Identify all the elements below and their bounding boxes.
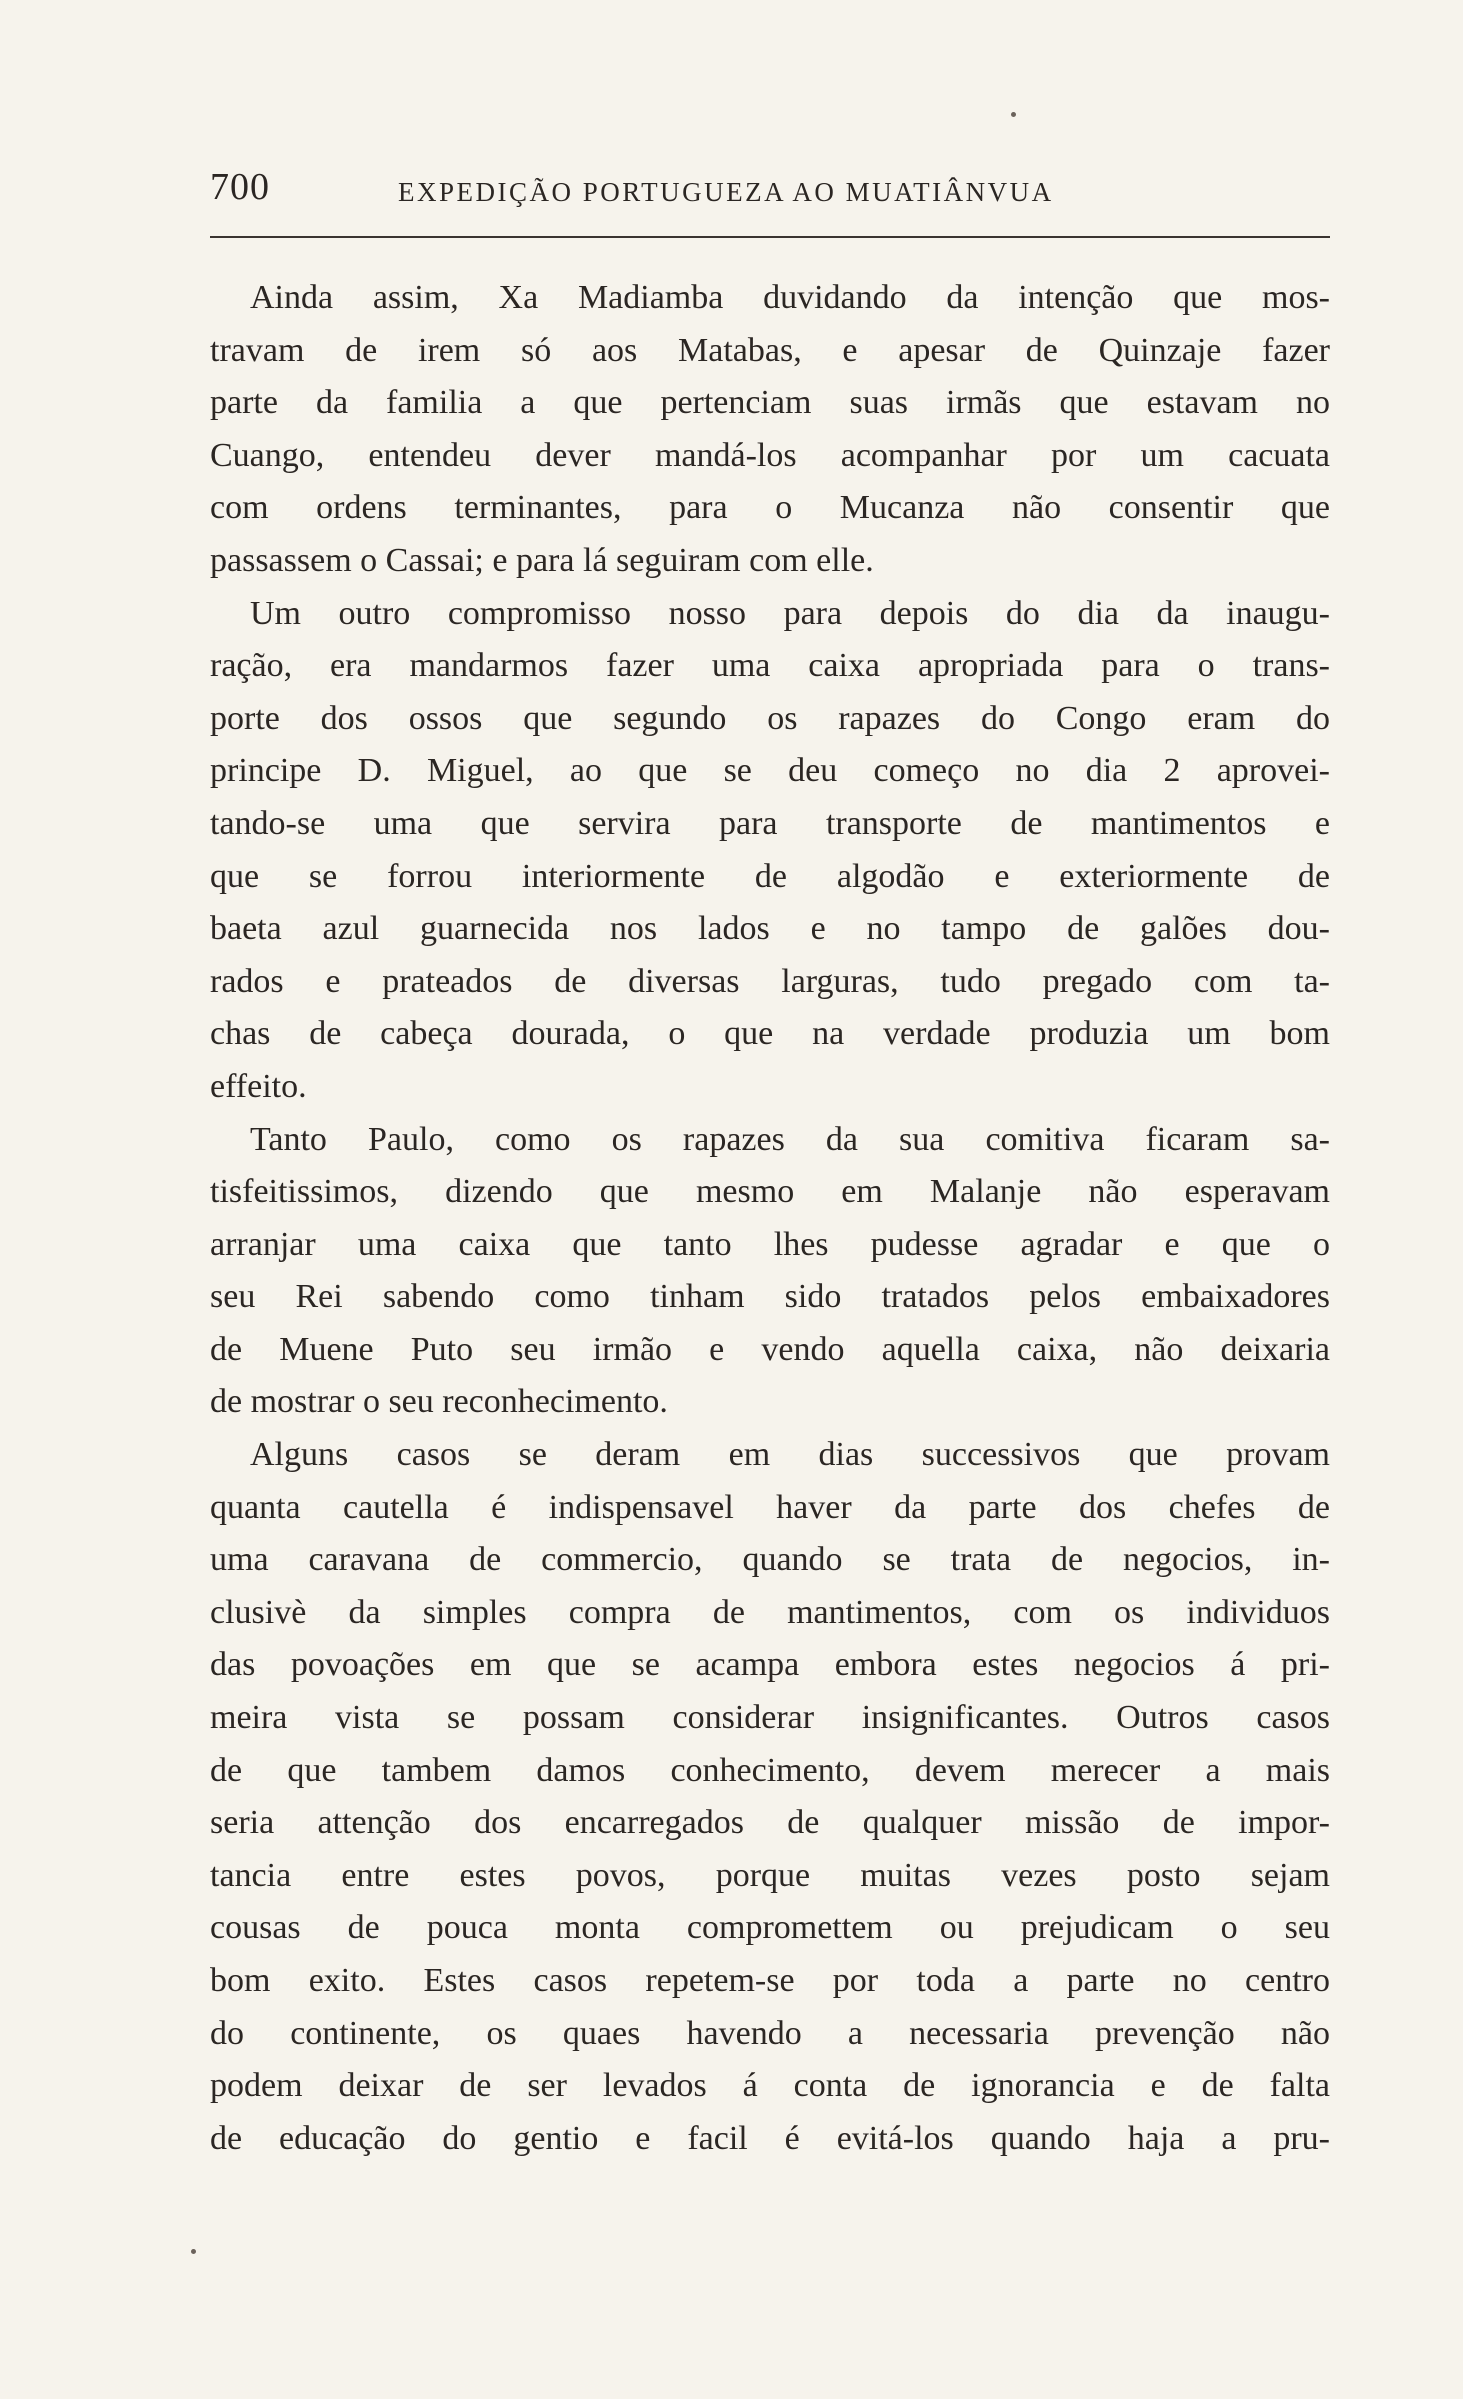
text-line: parte da familia a que pertenciam suas irmãs que estavam no bbox=[210, 384, 1330, 422]
text-line: de mostrar o seu reconhecimento. bbox=[210, 1383, 668, 1421]
text-line: Alguns casos se deram em dias successivos que provam bbox=[250, 1436, 1330, 1474]
text-line: quanta cautella é indispensavel haver da parte dos chefes de bbox=[210, 1488, 1330, 1526]
text-line: chas de cabeça dourada, o que na verdade produzia um bom bbox=[210, 1015, 1330, 1053]
text-line: do continente, os quaes havendo a necessaria prevenção não bbox=[210, 2014, 1330, 2052]
page-header bbox=[210, 165, 1330, 225]
print-speck bbox=[191, 2249, 196, 2254]
text-line: Um outro compromisso nosso para depois do dia da inaugu- bbox=[250, 594, 1330, 632]
text-line: ração, era mandarmos fazer uma caixa apropriada para o trans- bbox=[210, 647, 1330, 685]
text-line: cousas de pouca monta compromettem ou prejudicam o seu bbox=[210, 1909, 1330, 1947]
text-line: de Muene Puto seu irmão e vendo aquella caixa, não deixaria bbox=[210, 1330, 1330, 1368]
text-line: passassem o Cassai; e para lá seguiram com elle. bbox=[210, 541, 874, 579]
text-line: tancia entre estes povos, porque muitas vezes posto sejam bbox=[210, 1856, 1330, 1894]
running-title: EXPEDIÇÃO PORTUGUEZA AO MUATIÂNVUA bbox=[398, 177, 1054, 207]
text-line: uma caravana de commercio, quando se trata de negocios, in- bbox=[210, 1541, 1330, 1579]
text-line: seu Rei sabendo como tinham sido tratados pelos embaixadores bbox=[210, 1278, 1330, 1316]
text-line: travam de irem só aos Matabas, e apesar de Quinzaje fazer bbox=[210, 331, 1330, 369]
header-rule bbox=[210, 236, 1330, 238]
text-line: de educação do gentio e facil é evitá-los quando haja a pru- bbox=[210, 2119, 1330, 2157]
text-line: clusivè da simples compra de mantimentos, com os individuos bbox=[210, 1593, 1330, 1631]
text-line: arranjar uma caixa que tanto lhes pudesse agradar e que o bbox=[210, 1225, 1330, 1263]
text-line: de que tambem damos conhecimento, devem merecer a mais bbox=[210, 1751, 1330, 1789]
text-line: principe D. Miguel, ao que se deu começo no dia 2 aprovei- bbox=[210, 752, 1330, 790]
print-speck bbox=[1011, 112, 1016, 117]
text-line: baeta azul guarnecida nos lados e no tampo de galões dou- bbox=[210, 910, 1330, 948]
page-number: 700 bbox=[210, 166, 270, 208]
text-line: tando-se uma que servira para transporte de mantimentos e bbox=[210, 804, 1330, 842]
text-line: Cuango, entendeu dever mandá-los acompanhar por um cacuata bbox=[210, 436, 1330, 474]
text-line: podem deixar de ser levados á conta de ignorancia e de falta bbox=[210, 2067, 1330, 2105]
text-line: meira vista se possam considerar insignificantes. Outros casos bbox=[210, 1699, 1330, 1737]
text-line: Tanto Paulo, como os rapazes da sua comitiva ficaram sa- bbox=[250, 1120, 1330, 1158]
text-line: effeito. bbox=[210, 1067, 307, 1105]
text-line: tisfeitissimos, dizendo que mesmo em Malanje não esperavam bbox=[210, 1173, 1330, 1211]
body-text bbox=[210, 272, 1330, 2165]
text-line: bom exito. Estes casos repetem-se por toda a parte no centro bbox=[210, 1962, 1330, 1999]
text-line: porte dos ossos que segundo os rapazes do Congo eram do bbox=[210, 699, 1330, 737]
text-line: que se forrou interiormente de algodão e exteriormente de bbox=[210, 857, 1330, 895]
text-line: das povoações em que se acampa embora estes negocios á pri- bbox=[210, 1646, 1330, 1684]
text-line: com ordens terminantes, para o Mucanza não consentir que bbox=[210, 489, 1330, 527]
text-line: Ainda assim, Xa Madiamba duvidando da intenção que mos- bbox=[250, 279, 1330, 316]
text-line: rados e prateados de diversas larguras, tudo pregado com ta- bbox=[210, 962, 1330, 1000]
text-line: seria attenção dos encarregados de qualquer missão de impor- bbox=[210, 1804, 1330, 1842]
